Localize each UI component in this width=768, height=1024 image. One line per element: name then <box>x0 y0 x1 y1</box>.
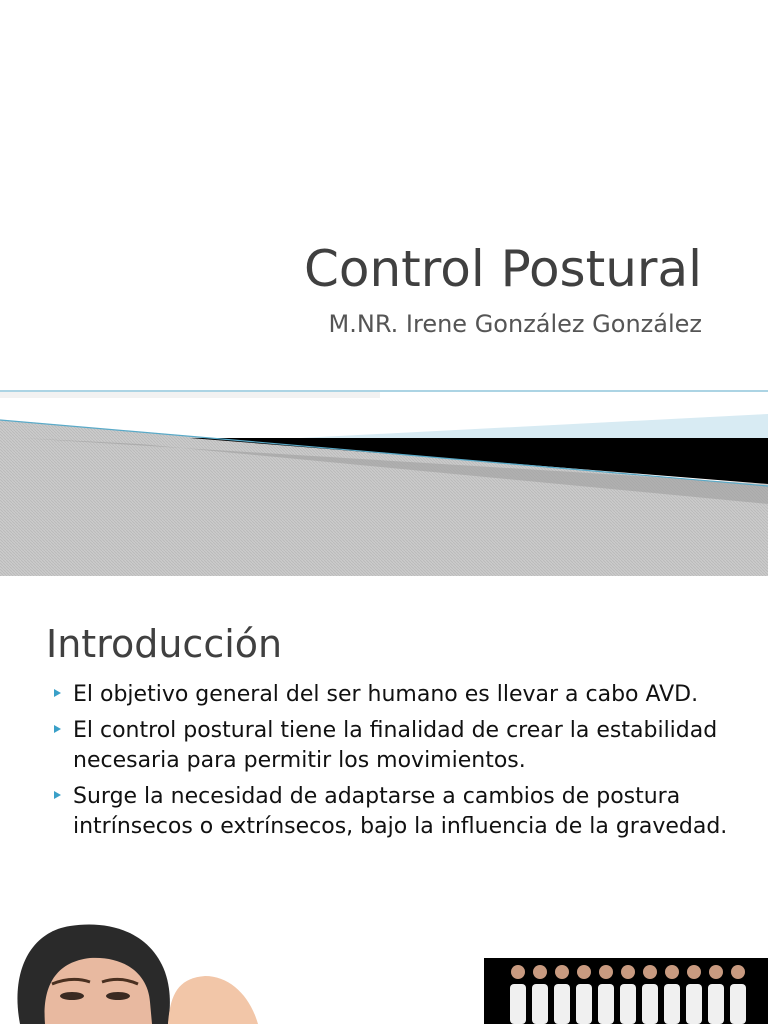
section-title: Introducción <box>46 622 283 666</box>
list-item <box>52 716 732 776</box>
bullet-list <box>52 680 732 848</box>
decorative-wave-band <box>0 380 768 576</box>
woman-face-image <box>0 912 260 1024</box>
light-blue-band <box>300 414 768 442</box>
presentation-title: Control Postural <box>303 240 702 298</box>
triangle-bullet-icon <box>54 689 61 697</box>
bullet-text: El objetivo general del ser humano es llevar a cabo AVD. <box>73 682 699 707</box>
list-item <box>52 680 732 710</box>
bullet-text: El control postural tiene la finalidad de crear la estabilidad necesaria para permitir los movimientos. <box>73 718 718 773</box>
list-item <box>52 782 732 842</box>
posture-sequence-image <box>484 958 768 1024</box>
presentation-subtitle: M.NR. Irene González González <box>328 310 702 338</box>
bullet-text: Surge la necesidad de adaptarse a cambios de postura intrínsecos o extrínsecos, bajo la influencia de la gravedad. <box>73 784 728 839</box>
slide-introduction <box>0 600 768 1024</box>
triangle-bullet-icon <box>54 791 61 799</box>
triangle-bullet-icon <box>54 725 61 733</box>
